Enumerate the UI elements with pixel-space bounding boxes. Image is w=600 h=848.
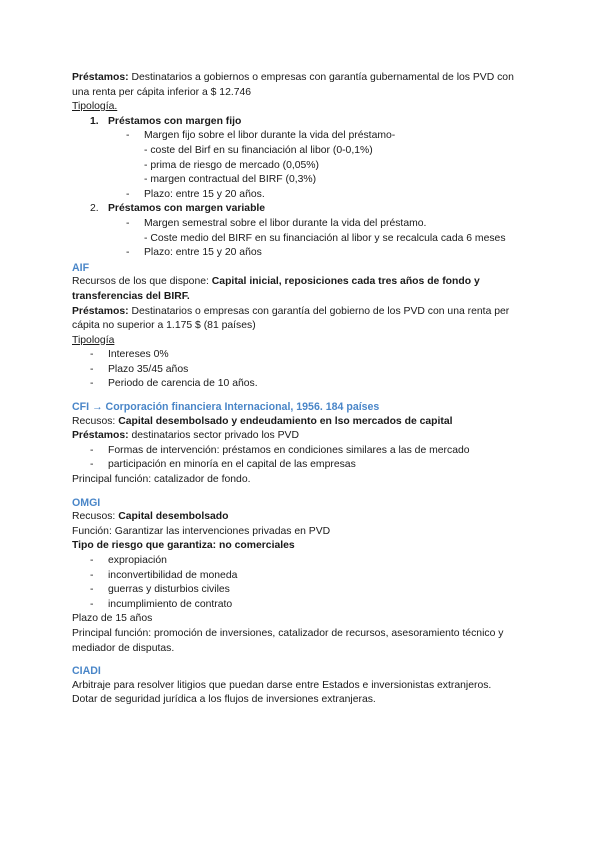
loan-type-title: Préstamos con margen fijo (108, 115, 242, 127)
list-dash: - (90, 349, 94, 361)
loan-type-2 (72, 202, 534, 217)
aif-tipologia: Tipología (72, 334, 115, 346)
list-dash: - (126, 130, 130, 142)
sub-item: - Coste medio del BIRF en su financiación al libor y se recalcula cada 6 meses (144, 232, 506, 244)
aif-recursos-value: Capital inicial, reposiciones cada tres años de fondo y transferencias del BIRF. (72, 276, 480, 302)
list-dash: - (90, 555, 94, 566)
omgi-recursos (72, 510, 534, 525)
list-item (72, 458, 534, 473)
loan-type-number: 1. (90, 115, 99, 127)
cfi-prestamos (72, 429, 534, 444)
ibrd-prestamos-text: Destinatarios a gobiernos o empresas con garantía gubernamental de los PVD con una renta per cápita inferior a $ 12.746 (72, 72, 514, 98)
omgi-riesgo: Tipo de riesgo que garantiza: no comerciales (72, 540, 295, 552)
omgi-recursos-value: Capital desembolsado (118, 511, 229, 523)
aif-prestamos-text: Destinatarios o empresas con garantía del gobierno de los PVD con una renta per cápita no superior a 1.175 $ (81 países) (72, 305, 510, 332)
list-dash: - (90, 584, 94, 596)
ciadi-line-2: Dotar de seguridad jurídica a los flujos de inversiones extranjeras. (72, 694, 376, 706)
ibrd-tipologia: Tipología. (72, 101, 118, 113)
cfi-heading: CFI → Corporación financiera Internacional, 1956. 184 países (72, 401, 380, 414)
list-item-text: expropiación (108, 555, 167, 566)
ciadi-heading: CIADI (72, 665, 101, 678)
list-dash: - (90, 444, 94, 456)
list-dash: - (90, 598, 94, 610)
list-dash: - (90, 459, 94, 471)
list-dash: - (126, 217, 130, 229)
list-item-text: Margen fijo sobre el libor durante la vida del préstamo- (144, 130, 396, 142)
ibrd-prestamos-label: Préstamos: (72, 72, 129, 83)
list-item-text: guerras y disturbios civiles (108, 584, 230, 596)
cfi-recursos-value: Capital desembolsado y endeudamiento en lso mercados de capital (118, 415, 453, 427)
ibrd-prestamos (72, 71, 534, 100)
cfi-prestamos-label: Préstamos: (72, 430, 129, 442)
list-item-text: Formas de intervención: préstamos en condiciones similares a las de mercado (108, 444, 470, 456)
list-item (72, 246, 534, 261)
aif-recursos-label: Recursos de los que dispone: (72, 276, 212, 288)
ciadi-line-1: Arbitraje para resolver litigios que puedan darse entre Estados e inversionistas extranjeros. (72, 679, 492, 691)
list-item (72, 129, 534, 144)
loan-type-title: Préstamos con margen variable (108, 203, 266, 215)
cfi-principal: Principal función: catalizador de fondo. (72, 474, 251, 486)
list-item-text: incumplimiento de contrato (108, 598, 233, 610)
list-item-text: inconvertibilidad de moneda (108, 569, 238, 581)
aif-prestamos (72, 305, 534, 334)
cfi-recursos (72, 415, 534, 430)
list-item (72, 583, 534, 598)
omgi-principal: Principal función: promoción de inversiones, catalizador de recursos, asesoramiento técnico y mediador de disputas. (72, 627, 504, 654)
aif-recursos (72, 275, 534, 304)
omgi-heading: OMGI (72, 496, 101, 509)
list-item (72, 363, 534, 378)
list-item-text: participación en minoría en el capital de las empresas (108, 459, 356, 471)
list-dash: - (126, 247, 130, 259)
sub-item: - coste del Birf en su financiación al libor (0-0,1%) (144, 144, 373, 156)
list-item-text: Plazo: entre 15 y 20 años. (144, 188, 265, 200)
aif-prestamos-label: Préstamos: (72, 305, 129, 317)
list-dash: - (126, 188, 130, 200)
list-item (72, 554, 534, 569)
list-item-text: Periodo de carencia de 10 años. (108, 378, 258, 390)
list-item (72, 217, 534, 232)
document-page (72, 71, 534, 708)
sub-item: - margen contractual del BIRF (0,3%) (144, 174, 317, 186)
omgi-plazo: Plazo de 15 años (72, 613, 153, 625)
list-item-text: Margen semestral sobre el libor durante la vida del préstamo. (144, 217, 427, 229)
list-item-text: Plazo: entre 15 y 20 años (144, 247, 262, 259)
list-item-text: Intereses 0% (108, 349, 169, 361)
list-item (72, 444, 534, 459)
list-dash: - (90, 569, 94, 581)
aif-heading: AIF (72, 261, 90, 274)
list-item (72, 188, 534, 203)
cfi-prestamos-text: destinatarios sector privado los PVD (128, 430, 299, 442)
omgi-recursos-label: Recusos: (72, 511, 119, 523)
loan-type-1 (72, 115, 534, 130)
cfi-recursos-label: Recusos: (72, 415, 119, 427)
list-dash: - (90, 363, 94, 375)
list-item-text: Plazo 35/45 años (108, 363, 189, 375)
sub-item: - prima de riesgo de mercado (0,05%) (144, 159, 319, 171)
list-item (72, 348, 534, 363)
list-item (72, 377, 534, 392)
omgi-funcion: Función: Garantizar las intervenciones privadas en PVD (72, 525, 331, 537)
list-dash: - (90, 378, 94, 390)
list-item (72, 569, 534, 584)
list-item (72, 598, 534, 613)
loan-type-number: 2. (90, 203, 99, 215)
